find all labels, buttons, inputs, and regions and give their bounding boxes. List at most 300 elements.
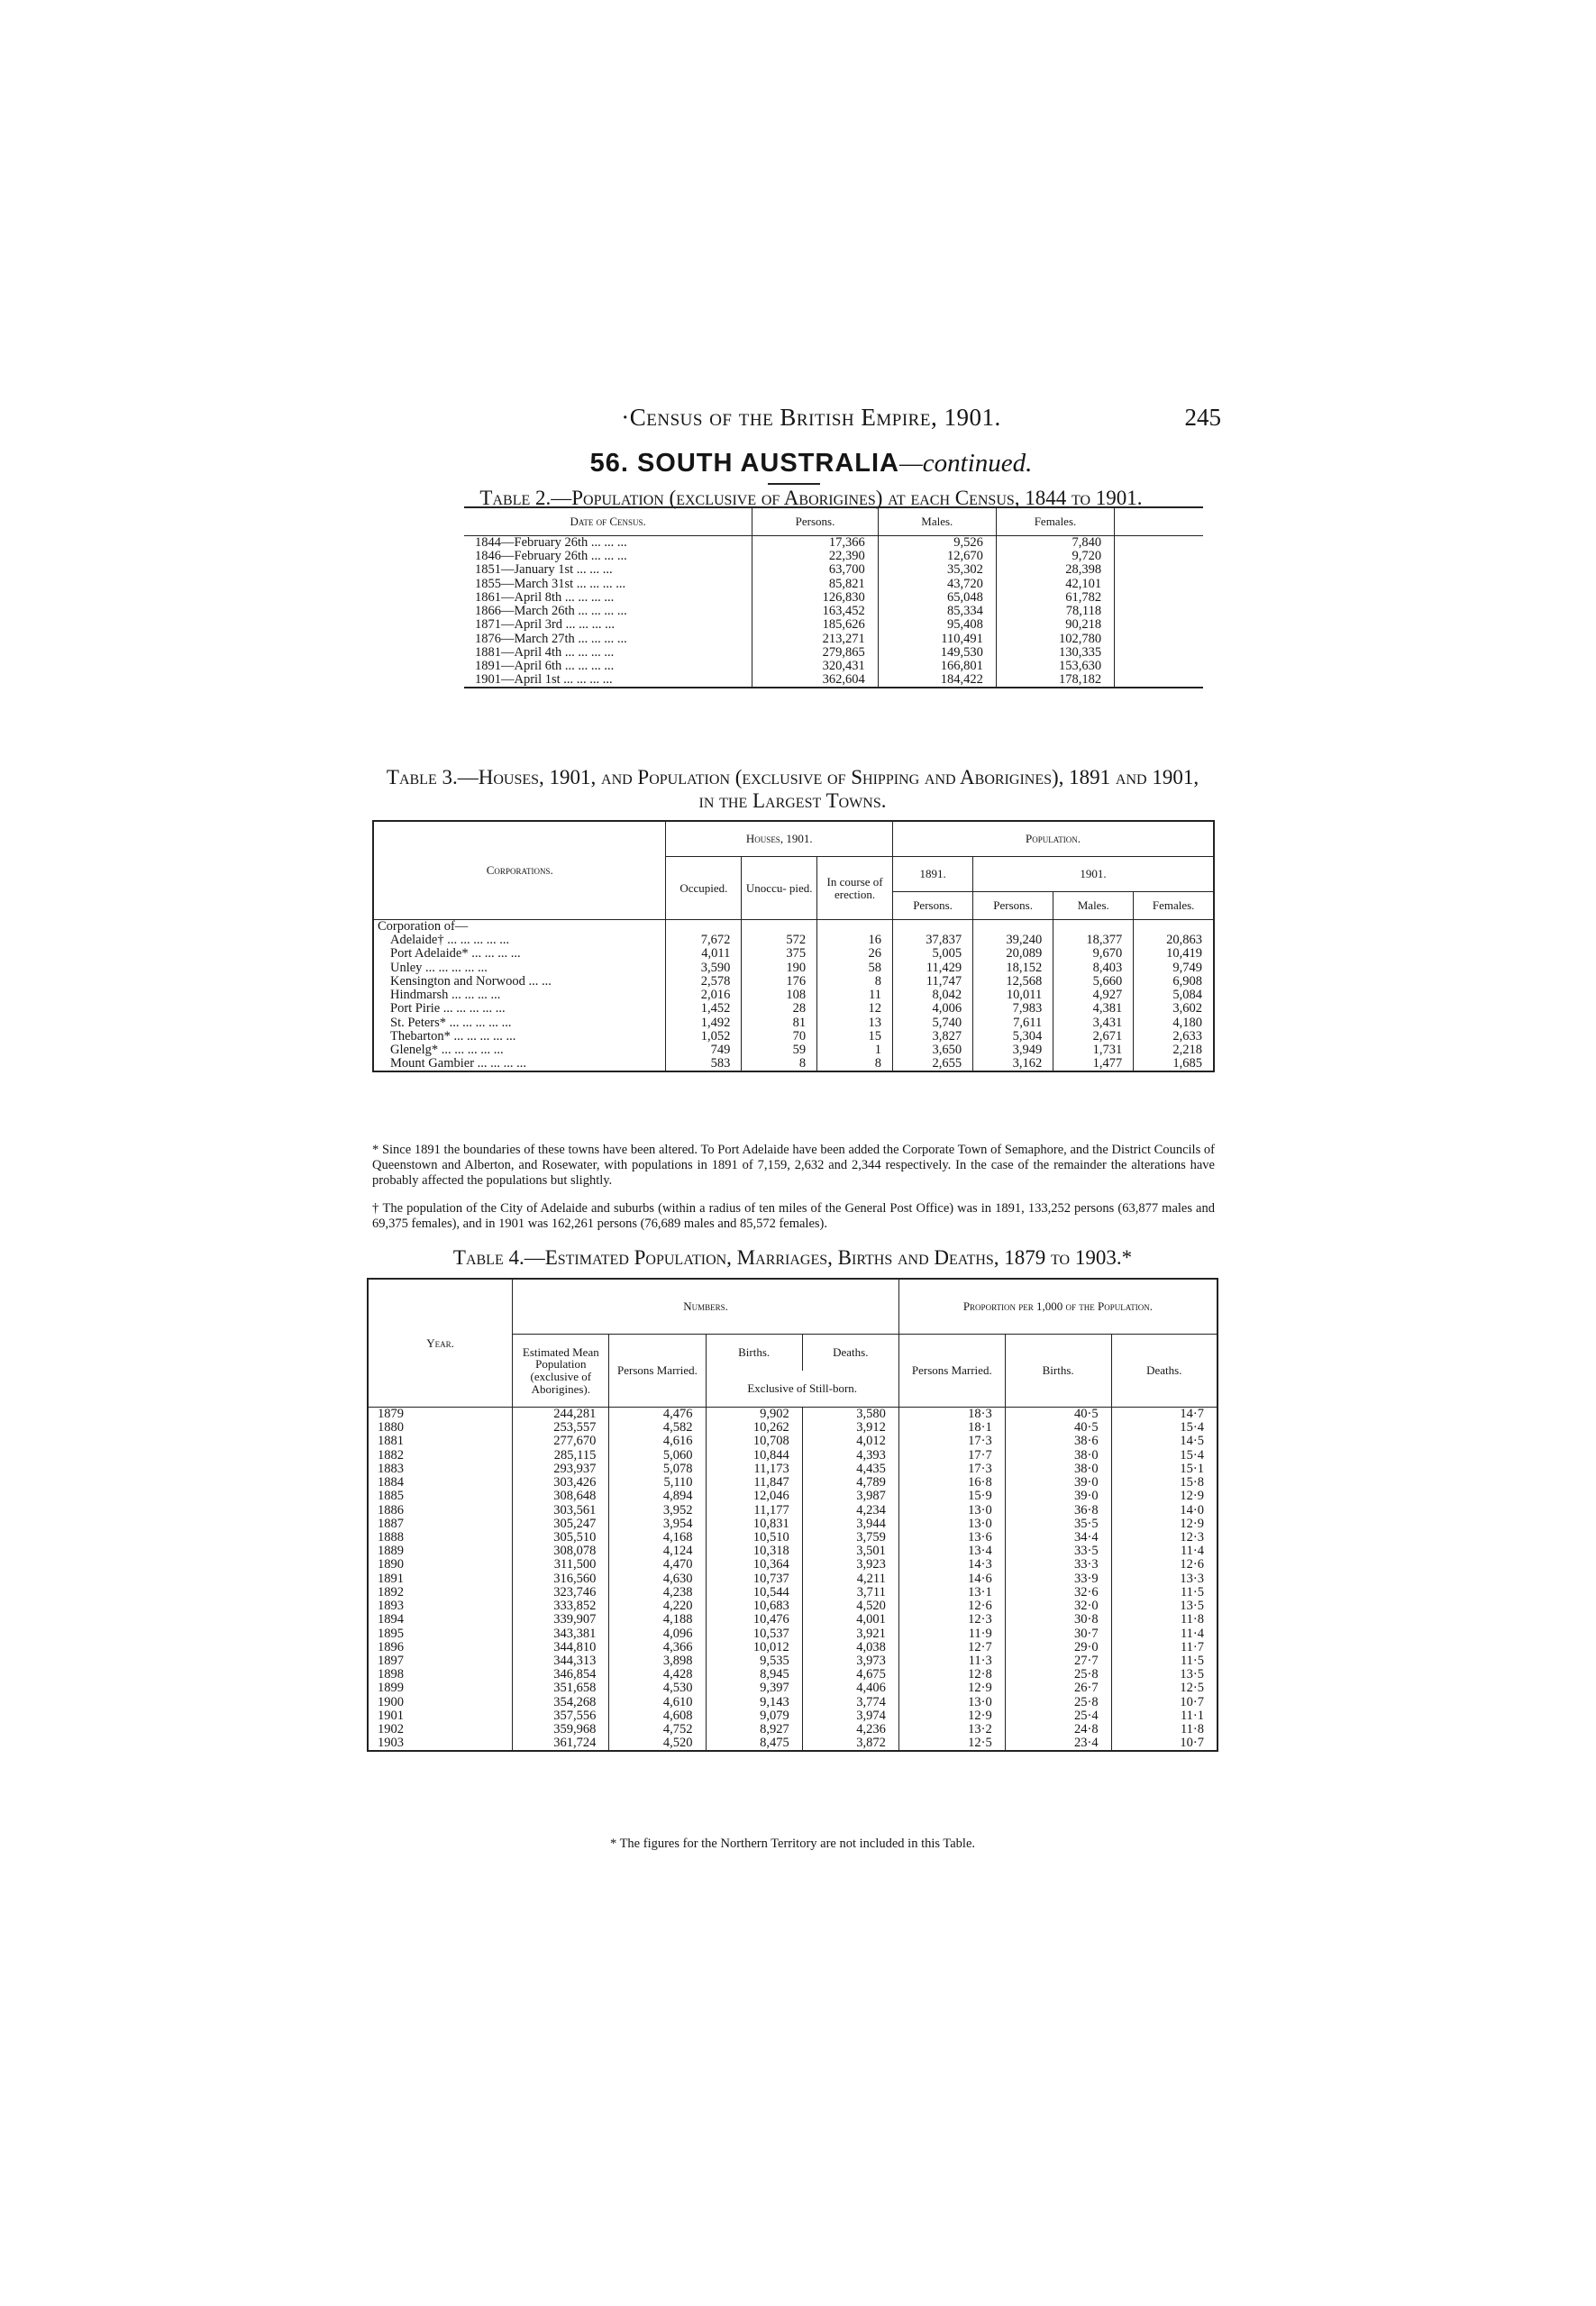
table-cell: 9,397 (706, 1682, 802, 1695)
table2-caption: Table 2.—Population (exclusive of Aborigines) at each Census, 1844 to 1901. (479, 487, 1143, 509)
table-cell: 9,079 (706, 1709, 802, 1723)
table-cell: 3,774 (802, 1696, 898, 1709)
table-cell: 213,271 (752, 633, 878, 646)
table-cell: 4,476 (609, 1408, 706, 1422)
table-row (368, 1476, 1218, 1490)
table4-caption: Table 4.—Estimated Population, Marriages, Births and Deaths, 1879 to 1903.* (452, 1246, 1133, 1269)
table4-col-proportion: Proportion per 1,000 of the Population. (898, 1279, 1218, 1335)
table-cell: 3,898 (609, 1654, 706, 1668)
table-cell: 4,616 (609, 1435, 706, 1448)
blank-cell (1115, 536, 1203, 551)
table-row (368, 1463, 1218, 1476)
table-cell: 2,218 (1172, 1042, 1202, 1057)
table-row (373, 1002, 1214, 1016)
table-cell: 4,894 (609, 1490, 706, 1503)
table-cell: 13·0 (898, 1504, 1005, 1518)
row-label: 1882 (368, 1449, 513, 1463)
table-cell: 11·7 (1180, 1639, 1204, 1654)
table-cell: 5,304 (973, 1030, 1053, 1044)
table4-col-persons-married: Persons Married. (609, 1335, 706, 1408)
table-cell: 32·0 (1005, 1600, 1111, 1613)
table-cell: 4,608 (609, 1709, 706, 1723)
row-label: St. Peters* ... ... ... ... ... (373, 1016, 666, 1030)
table-cell: 85,821 (752, 578, 878, 591)
blank-cell (1115, 605, 1203, 618)
table2-col-males: Males. (878, 507, 996, 536)
table-cell: 9,749 (1172, 960, 1202, 975)
table3-col-1891: 1891. (893, 857, 973, 892)
table3-col-houses: Houses, 1901. (666, 821, 893, 857)
table-row (464, 605, 1203, 618)
table-cell: 130,335 (996, 646, 1114, 660)
table-cell: 35·5 (1005, 1518, 1111, 1531)
table-cell: 3,602 (1172, 1001, 1202, 1016)
table-cell: 58 (817, 962, 893, 975)
table-cell: 110,491 (878, 633, 996, 646)
row-label: 1880 (368, 1421, 513, 1435)
table-row (368, 1736, 1218, 1751)
section-title (360, 449, 1262, 479)
table-cell: 18,377 (1053, 934, 1134, 947)
table-cell: 59 (742, 1044, 817, 1057)
table-row (368, 1613, 1218, 1627)
table-cell: 2,016 (666, 989, 742, 1002)
table-cell: 4,381 (1053, 1002, 1134, 1016)
table-cell: 90,218 (996, 618, 1114, 632)
table-cell: 277,670 (513, 1435, 609, 1448)
table-cell: 39·0 (1005, 1476, 1111, 1490)
row-label: 1894 (368, 1613, 513, 1627)
table-cell: 4,220 (609, 1600, 706, 1613)
row-label: 1861—April 8th ... ... ... ... (464, 591, 752, 605)
table-cell: 12·9 (898, 1709, 1005, 1723)
row-label: 1855—March 31st ... ... ... ... (464, 578, 752, 591)
row-label: 1846—February 26th ... ... ... (464, 550, 752, 563)
table-cell: 357,556 (513, 1709, 609, 1723)
table4-footnote: * The figures for the Northern Territory are not included in this Table. (609, 1837, 976, 1851)
table-cell: 4,238 (609, 1586, 706, 1600)
table-cell: 33·5 (1005, 1545, 1111, 1558)
table-cell: 10,262 (706, 1421, 802, 1435)
table-cell: 8 (817, 1057, 893, 1071)
row-label: Glenelg* ... ... ... ... ... (373, 1044, 666, 1057)
table-cell: 176 (742, 975, 817, 989)
table-cell: 316,560 (513, 1572, 609, 1586)
table-cell: 3,944 (802, 1518, 898, 1531)
table-cell: 5,084 (1172, 988, 1202, 1003)
table-cell: 244,281 (513, 1408, 609, 1422)
table-cell: 13·2 (898, 1723, 1005, 1736)
table-cell: 10,510 (706, 1531, 802, 1545)
table-cell: 12·9 (898, 1682, 1005, 1695)
table-cell: 4,675 (802, 1668, 898, 1682)
table-cell: 12·3 (898, 1613, 1005, 1627)
table-row (464, 660, 1203, 673)
table3-footnote-2: † The population of the City of Adelaide and suburbs (within a radius of ten miles of the General Post Office) was in 1891, 133,252 persons (63,877 males and 69,375 females), and in 1901 was 162,261 persons (76,689 males and 85,572 females). (372, 1201, 1215, 1232)
table-cell: 311,500 (513, 1558, 609, 1572)
table-row (464, 550, 1203, 563)
table-row (464, 633, 1203, 646)
table4-col-estimated: Estimated Mean Population (exclusive of Aborigines). (513, 1335, 609, 1408)
table-cell: 583 (666, 1057, 742, 1071)
row-label: 1895 (368, 1627, 513, 1641)
table-cell: 61,782 (996, 591, 1114, 605)
table-cell: 13·5 (1180, 1599, 1204, 1614)
table-cell: 3,431 (1053, 1016, 1134, 1030)
table-cell: 10·7 (1180, 1736, 1204, 1751)
table-cell: 4,582 (609, 1421, 706, 1435)
table-cell: 15·4 (1180, 1447, 1204, 1463)
table-cell: 17·3 (898, 1435, 1005, 1448)
table-cell: 5,660 (1053, 975, 1134, 989)
table-row (464, 536, 1203, 551)
table4-col-year: Year. (368, 1279, 513, 1408)
table-cell: 12,670 (878, 550, 996, 563)
table-cell: 16 (817, 934, 893, 947)
row-label: 1851—January 1st ... ... ... (464, 563, 752, 577)
row-label: Kensington and Norwood ... ... (373, 975, 666, 989)
table-cell: 4,188 (609, 1613, 706, 1627)
row-label: 1899 (368, 1682, 513, 1695)
table-cell: 1,492 (666, 1016, 742, 1030)
table-cell: 18,152 (973, 962, 1053, 975)
table-cell: 3,987 (802, 1490, 898, 1503)
table-cell: 12·3 (1180, 1529, 1204, 1545)
table3-col-persons-1901: Persons. (973, 892, 1053, 920)
table-cell: 11,429 (893, 962, 973, 975)
table-cell: 63,700 (752, 563, 878, 577)
table-cell: 108 (742, 989, 817, 1002)
table-cell: 13·5 (1180, 1667, 1204, 1682)
table-cell: 9,535 (706, 1654, 802, 1668)
table-cell: 15·9 (898, 1490, 1005, 1503)
blank-cell (1115, 618, 1203, 632)
row-label: 1883 (368, 1463, 513, 1476)
table-cell: 12·8 (898, 1668, 1005, 1682)
section-title-suffix: —continued. (899, 449, 1033, 478)
table-cell: 11·9 (898, 1627, 1005, 1641)
table-row (368, 1531, 1218, 1545)
table-cell: 3,711 (802, 1586, 898, 1600)
table-cell: 126,830 (752, 591, 878, 605)
table-cell: 178,182 (996, 673, 1114, 688)
row-label: Port Adelaide* ... ... ... ... (373, 947, 666, 961)
table-cell: 30·8 (1005, 1613, 1111, 1627)
table-row (368, 1586, 1218, 1600)
table-cell: 351,658 (513, 1682, 609, 1695)
table-cell: 344,810 (513, 1641, 609, 1654)
table-row (373, 1057, 1214, 1071)
row-label: 1893 (368, 1600, 513, 1613)
blank-cell (1115, 646, 1203, 660)
table-cell: 3,973 (802, 1654, 898, 1668)
row-label: 1891—April 6th ... ... ... ... (464, 660, 752, 673)
table-row (368, 1545, 1218, 1558)
table-cell: 39·0 (1005, 1490, 1111, 1503)
table-cell: 11·4 (1180, 1626, 1204, 1641)
table-cell: 25·4 (1005, 1709, 1111, 1723)
table-cell: 3,974 (802, 1709, 898, 1723)
table-cell: 18·1 (898, 1421, 1005, 1435)
table4-col-p-deaths: Deaths. (1111, 1335, 1218, 1408)
table-cell: 5,110 (609, 1476, 706, 1490)
table3-col-corporations: Corporations. (373, 821, 666, 920)
table-cell: 9,720 (996, 550, 1114, 563)
row-label: 1876—March 27th ... ... ... ... (464, 633, 752, 646)
table-cell: 12 (817, 1002, 893, 1016)
table-cell: 16·8 (898, 1476, 1005, 1490)
table-cell: 4,180 (1172, 1015, 1202, 1030)
table-row (368, 1627, 1218, 1641)
table-cell: 14·6 (898, 1572, 1005, 1586)
table-cell: 3,650 (893, 1044, 973, 1057)
table-cell: 65,048 (878, 591, 996, 605)
table-cell: 4,211 (802, 1572, 898, 1586)
table-cell: 6,908 (1172, 973, 1202, 989)
table-cell: 10,012 (706, 1641, 802, 1654)
table-cell: 12·9 (1180, 1516, 1204, 1531)
row-label: 1879 (368, 1408, 513, 1422)
table-cell: 285,115 (513, 1449, 609, 1463)
table-cell: 11,177 (706, 1504, 802, 1518)
table-cell: 8 (742, 1057, 817, 1071)
table-cell: 38·6 (1005, 1435, 1111, 1448)
table-cell: 8,403 (1053, 962, 1134, 975)
table3-footnote-1: * Since 1891 the boundaries of these towns have been altered. To Port Adelaide have been added the Corporate Town of Semaphore, and the District Councils of Queenstown and Alberton, and Rosewater, with populations in 1891 of 7,159, 2,632 and 2,344 respectively. In the case of the remainder the alterations have probably affected the populations but slightly. (372, 1143, 1215, 1189)
table-cell: 33·9 (1005, 1572, 1111, 1586)
row-label: 1890 (368, 1558, 513, 1572)
table3-col-occupied: Occupied. (666, 857, 742, 920)
table-cell: 3,921 (802, 1627, 898, 1641)
table-cell: 4,234 (802, 1504, 898, 1518)
table-cell: 5,078 (609, 1463, 706, 1476)
table-row (368, 1641, 1218, 1654)
table-cell: 11 (817, 989, 893, 1002)
table-cell: 36·8 (1005, 1504, 1111, 1518)
table-row (368, 1668, 1218, 1682)
table4-col-deaths: Deaths. (802, 1335, 898, 1372)
table-cell: 4,610 (609, 1696, 706, 1709)
table-cell: 3,827 (893, 1030, 973, 1044)
table-cell: 1,685 (1172, 1056, 1202, 1071)
table-cell: 8 (817, 975, 893, 989)
table-row (464, 578, 1203, 591)
table-cell: 344,313 (513, 1654, 609, 1668)
table-row (368, 1435, 1218, 1448)
table-cell: 30·7 (1005, 1627, 1111, 1641)
table-cell: 43,720 (878, 578, 996, 591)
table-cell: 343,381 (513, 1627, 609, 1641)
table-cell: 333,852 (513, 1600, 609, 1613)
table2-col-date: Date of Census. (464, 507, 752, 536)
table4-col-births: Births. (706, 1335, 802, 1372)
table-cell: 13·1 (898, 1586, 1005, 1600)
table-cell: 163,452 (752, 605, 878, 618)
table-cell: 4,530 (609, 1682, 706, 1695)
table-cell: 12,568 (973, 975, 1053, 989)
table-row (373, 934, 1214, 947)
blank-cell (1115, 563, 1203, 577)
table-cell: 9,526 (878, 536, 996, 551)
table-cell: 26 (817, 947, 893, 961)
table-cell: 4,011 (666, 947, 742, 961)
table3-col-females: Females. (1134, 892, 1214, 920)
page-number: 245 (1184, 404, 1221, 431)
table-row (368, 1490, 1218, 1503)
table-cell: 354,268 (513, 1696, 609, 1709)
row-label: 1898 (368, 1668, 513, 1682)
table-cell: 95,408 (878, 618, 996, 632)
table4-col-numbers: Numbers. (513, 1279, 899, 1335)
table-row (368, 1723, 1218, 1736)
table-cell: 184,422 (878, 673, 996, 688)
table-cell: 24·8 (1005, 1723, 1111, 1736)
table-cell: 13·0 (898, 1518, 1005, 1531)
table-cell: 38·0 (1005, 1449, 1111, 1463)
table2-col-blank (1115, 507, 1203, 536)
table-cell: 33·3 (1005, 1558, 1111, 1572)
table-cell: 253,557 (513, 1421, 609, 1435)
table-cell: 17·7 (898, 1449, 1005, 1463)
table-row (373, 962, 1214, 975)
table-cell: 85,334 (878, 605, 996, 618)
table-cell: 14·3 (898, 1558, 1005, 1572)
table4-col-p-births: Births. (1005, 1335, 1111, 1408)
table-cell: 8,945 (706, 1668, 802, 1682)
table-row (368, 1504, 1218, 1518)
table-cell: 3,954 (609, 1518, 706, 1531)
table-cell: 4,470 (609, 1558, 706, 1572)
table3-col-1901: 1901. (973, 857, 1214, 892)
table-cell: 166,801 (878, 660, 996, 673)
row-label: Port Pirie ... ... ... ... ... (373, 1002, 666, 1016)
table-cell: 305,247 (513, 1518, 609, 1531)
table-cell: 10,544 (706, 1586, 802, 1600)
table-cell: 35,302 (878, 563, 996, 577)
table-cell: 12·5 (1180, 1681, 1204, 1696)
table-cell: 4,789 (802, 1476, 898, 1490)
row-label: 1897 (368, 1654, 513, 1668)
table-cell: 5,005 (893, 947, 973, 961)
row-label: 1892 (368, 1586, 513, 1600)
table-cell: 293,937 (513, 1463, 609, 1476)
table-cell: 4,406 (802, 1682, 898, 1695)
table-cell: 10,737 (706, 1572, 802, 1586)
table-cell: 3,501 (802, 1545, 898, 1558)
table-cell: 5,740 (893, 1016, 973, 1030)
row-label: Hindmarsh ... ... ... ... (373, 989, 666, 1002)
table-row (368, 1572, 1218, 1586)
table-cell: 303,561 (513, 1504, 609, 1518)
table4-col-exclusive-note: Exclusive of Still-born. (706, 1371, 898, 1408)
table3-caption-line2: in the Largest Towns. (698, 789, 887, 812)
table-cell: 9,670 (1053, 947, 1134, 961)
table-cell: 11·5 (1180, 1653, 1204, 1668)
table-cell: 17·3 (898, 1463, 1005, 1476)
table-cell: 11·1 (1180, 1708, 1204, 1723)
table-cell: 29·0 (1005, 1641, 1111, 1654)
table-cell: 305,510 (513, 1531, 609, 1545)
table-cell: 4,038 (802, 1641, 898, 1654)
table-cell: 26·7 (1005, 1682, 1111, 1695)
table-cell: 749 (666, 1044, 742, 1057)
table-cell: 4,435 (802, 1463, 898, 1476)
table3-col-population: Population. (893, 821, 1214, 857)
table-cell: 13·0 (898, 1696, 1005, 1709)
table-cell: 9,902 (706, 1408, 802, 1422)
table2 (464, 506, 1203, 688)
table-cell: 320,431 (752, 660, 878, 673)
table-row (373, 1016, 1214, 1030)
row-label: Unley ... ... ... ... ... (373, 962, 666, 975)
row-label: 1891 (368, 1572, 513, 1586)
table-cell: 279,865 (752, 646, 878, 660)
table-row (368, 1654, 1218, 1668)
table-cell: 1,477 (1053, 1057, 1134, 1071)
table-cell: 20,089 (973, 947, 1053, 961)
blank-cell (1115, 578, 1203, 591)
table-row (464, 618, 1203, 632)
row-label: 1902 (368, 1723, 513, 1736)
table-cell: 4,001 (802, 1613, 898, 1627)
row-label: 1888 (368, 1531, 513, 1545)
table-row (368, 1696, 1218, 1709)
table-cell: 303,426 (513, 1476, 609, 1490)
table3 (372, 820, 1215, 1072)
table-cell: 4,006 (893, 1002, 973, 1016)
table2-col-females: Females. (996, 507, 1114, 536)
row-label: 1901—April 1st ... ... ... ... (464, 673, 752, 688)
table3-col-persons-1891: Persons. (893, 892, 973, 920)
table-cell: 34·4 (1005, 1531, 1111, 1545)
row-label: 1901 (368, 1709, 513, 1723)
table-cell: 37,837 (893, 934, 973, 947)
table-cell: 8,927 (706, 1723, 802, 1736)
table3-body (373, 920, 1214, 1072)
table-cell: 70 (742, 1030, 817, 1044)
row-label: 1887 (368, 1518, 513, 1531)
table-cell: 7,983 (973, 1002, 1053, 1016)
table-cell: 11·8 (1180, 1612, 1204, 1627)
table-cell: 39,240 (973, 934, 1053, 947)
table-cell: 308,078 (513, 1545, 609, 1558)
table-cell: 15·8 (1180, 1475, 1204, 1490)
table-row (368, 1558, 1218, 1572)
blank-cell (1115, 633, 1203, 646)
blank-cell (1115, 673, 1203, 688)
table-cell: 3,912 (802, 1421, 898, 1435)
row-label: 1889 (368, 1545, 513, 1558)
table-cell: 13·3 (1180, 1571, 1204, 1586)
table-cell: 3,590 (666, 962, 742, 975)
table-cell: 81 (742, 1016, 817, 1030)
table-cell: 153,630 (996, 660, 1114, 673)
table-cell: 15 (817, 1030, 893, 1044)
table-cell: 185,626 (752, 618, 878, 632)
table-cell: 3,162 (973, 1057, 1053, 1071)
row-label: 1871—April 3rd ... ... ... ... (464, 618, 752, 632)
table-cell: 375 (742, 947, 817, 961)
table-row (368, 1682, 1218, 1695)
table-cell: 339,907 (513, 1613, 609, 1627)
table-cell: 40·5 (1005, 1421, 1111, 1435)
table-cell: 5,060 (609, 1449, 706, 1463)
table-cell: 190 (742, 962, 817, 975)
table-cell: 308,648 (513, 1490, 609, 1503)
row-label: Adelaide† ... ... ... ... ... (373, 934, 666, 947)
table-cell: 12,046 (706, 1490, 802, 1503)
table-cell: 3,952 (609, 1504, 706, 1518)
